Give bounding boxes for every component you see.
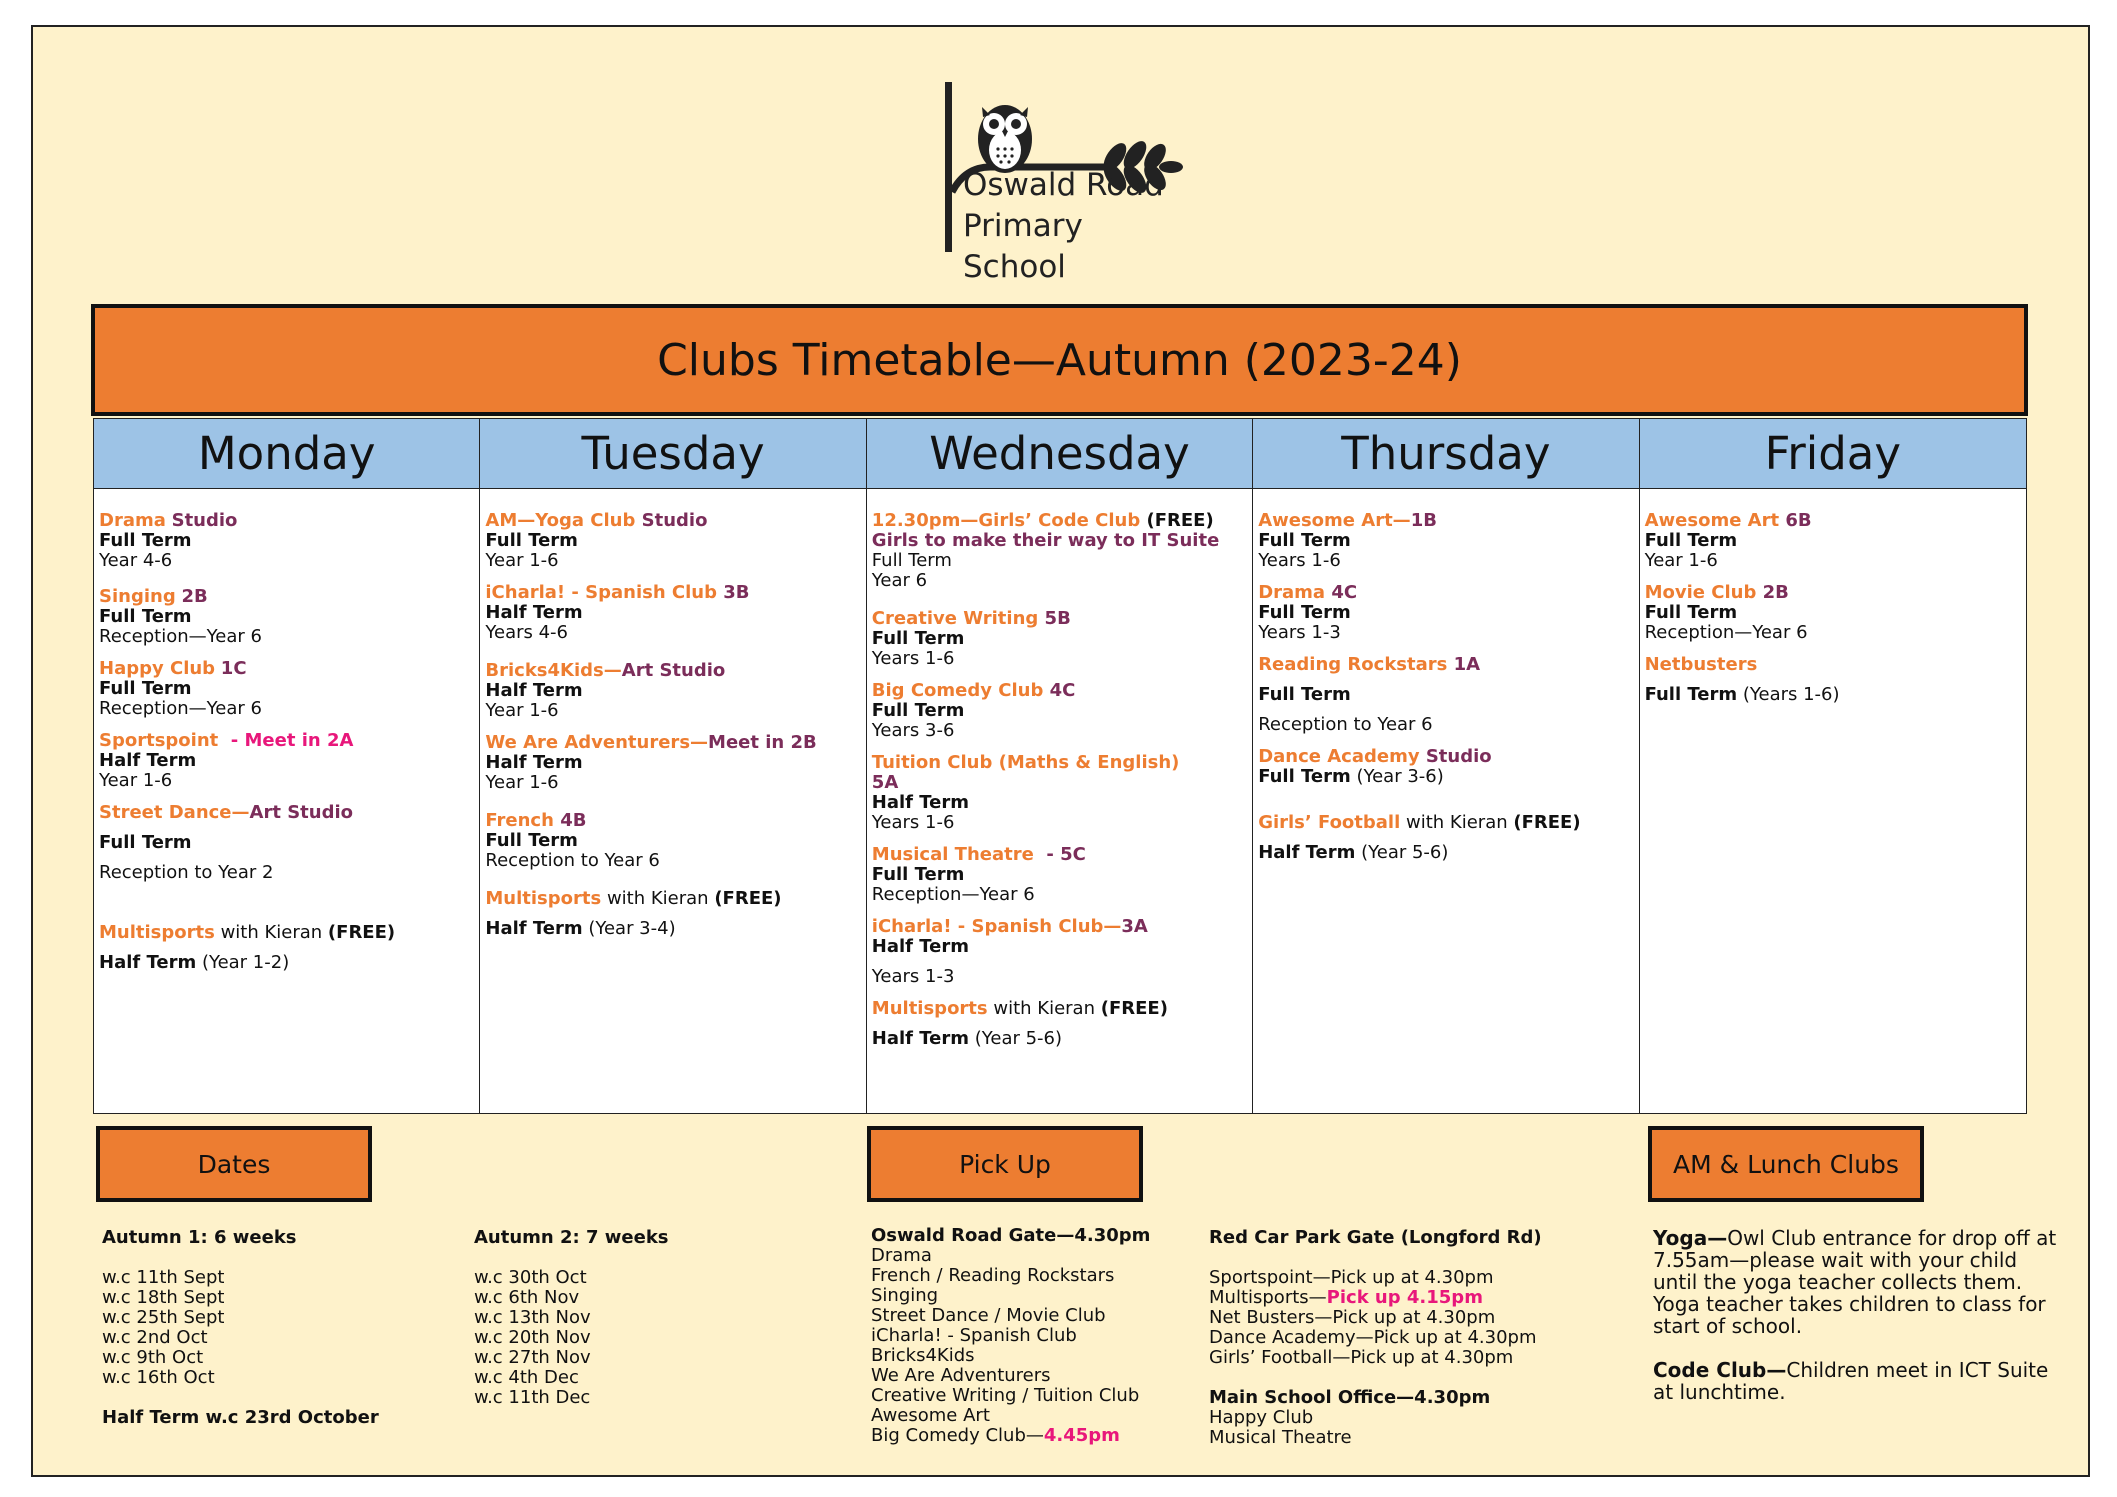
club-term: Half Term (1258, 842, 1356, 863)
club-location: 1C (220, 658, 247, 679)
club-free: (FREE) (1513, 812, 1581, 833)
pickup-club: Awesome Art (871, 1405, 990, 1426)
club-name: Multisports (485, 888, 602, 909)
club-entry (485, 889, 859, 939)
pickup-club: Happy Club (1209, 1407, 1314, 1428)
club-term: Half Term (871, 1028, 970, 1049)
club-free: (FREE) (714, 888, 782, 909)
club-with: with Kieran (1400, 812, 1514, 833)
club-term: Full Term (485, 830, 578, 851)
am-lunch-heading: AM & Lunch Clubs (1648, 1126, 1924, 1202)
day-header-tuesday: Tuesday (480, 419, 865, 489)
club-free: (FREE) (1140, 510, 1214, 531)
club-entry (872, 753, 1246, 833)
club-years: Years 1-6 (871, 648, 955, 669)
club-years: Reception—Year 6 (1644, 622, 1808, 643)
club-free: (FREE) (327, 922, 396, 943)
oswald-gate-pickup (871, 1226, 1150, 1446)
day-header-friday: Friday (1640, 419, 2026, 489)
club-name: Musical Theatre (871, 844, 1034, 865)
club-years: Years 3-6 (871, 720, 955, 741)
title-bar (91, 304, 2028, 416)
club-entry (485, 661, 859, 721)
club-years: Reception to Year 6 (485, 850, 660, 871)
club-location: 4B (553, 810, 587, 831)
pickup-club: iCharla! - Spanish Club (871, 1325, 1077, 1346)
pickup-time-highlight: Pick up 4.15pm (1326, 1287, 1483, 1308)
club-term: Full Term (99, 832, 192, 853)
column-thursday (1253, 419, 1639, 1113)
club-name: Singing (99, 586, 176, 607)
club-name: iCharla! - Spanish Club (485, 582, 717, 603)
club-entry (99, 923, 473, 973)
club-term: Half Term (485, 680, 583, 701)
club-name: Awesome Art (1644, 510, 1780, 531)
club-years: (Year 1-2) (196, 952, 290, 973)
club-years: (Year 3-4) (582, 918, 676, 939)
day-header-wednesday: Wednesday (867, 419, 1252, 489)
club-entry (1258, 655, 1632, 735)
club-name: French (485, 810, 554, 831)
club-note: Girls to make their way to IT Suite (871, 530, 1220, 551)
column-friday (1640, 419, 2026, 1113)
club-years: Years 1-3 (1258, 622, 1341, 643)
school-logo (905, 57, 1195, 285)
club-name: Drama (1258, 582, 1326, 603)
club-years: Year 1-6 (485, 772, 559, 793)
club-name: Awesome Art— (1258, 510, 1411, 531)
week-item: w.c 13th Nov (474, 1307, 591, 1328)
pickup-club: We Are Adventurers (871, 1365, 1051, 1386)
club-years: Year 1-6 (485, 700, 559, 721)
day-header-monday: Monday (94, 419, 479, 489)
club-entry (1645, 655, 2020, 705)
club-location: 4C (1043, 680, 1076, 701)
club-location: Art Studio (621, 660, 726, 681)
week-item: w.c 11th Dec (474, 1387, 591, 1408)
club-name: Multisports (99, 922, 215, 943)
club-location: 2B (181, 586, 208, 607)
oswald-gate-heading: Oswald Road Gate—4.30pm (871, 1225, 1151, 1246)
club-years: Reception—Year 6 (871, 884, 1035, 905)
club-entry (1258, 511, 1632, 571)
club-years: Year 1-6 (99, 770, 173, 791)
club-entry (99, 803, 473, 883)
club-term: Half Term (485, 918, 583, 939)
club-location: Studio (171, 510, 238, 531)
pickup-club: Drama (871, 1245, 932, 1266)
club-location: 1B (1410, 510, 1437, 531)
club-years: Reception to Year 2 (99, 862, 274, 883)
week-item: w.c 9th Oct (102, 1347, 204, 1368)
club-location: 5A (871, 772, 899, 793)
club-name: Dance Academy (1258, 746, 1420, 767)
club-name: Tuition Club (Maths & English) (871, 752, 1180, 773)
club-entry (872, 917, 1246, 987)
club-term: Full Term (871, 628, 965, 649)
day-header-thursday: Thursday (1253, 419, 1638, 489)
week-item: w.c 11th Sept (102, 1267, 225, 1288)
club-location: 6B (1779, 510, 1812, 531)
yoga-text: Owl Club entrance for drop off at 7.55am—please wait with your child until the yoga teacher collects them. (1653, 1226, 2057, 1294)
column-monday (94, 419, 480, 1113)
club-term: Full Term (1258, 602, 1351, 623)
column-tuesday (480, 419, 866, 1113)
club-location: 5B (1038, 608, 1071, 629)
club-with: with Kieran (987, 998, 1101, 1019)
club-term: Half Term (99, 750, 197, 771)
club-entry (99, 659, 473, 719)
timetable-page (31, 25, 2090, 1477)
club-years: Year 6 (871, 570, 928, 591)
club-years: (Year 3-6) (1350, 766, 1444, 787)
club-entry (99, 731, 473, 791)
club-name: Movie Club (1644, 582, 1757, 603)
club-years: Years 4-6 (485, 622, 568, 643)
page-title: Clubs Timetable—Autumn (2023-24) (657, 334, 1462, 386)
autumn1-dates (102, 1228, 379, 1428)
club-entry (99, 511, 473, 571)
club-location: - Meet in 2A (218, 730, 354, 751)
autumn2-dates (474, 1228, 669, 1408)
school-name-line2: Primary School (963, 208, 1083, 285)
club-term: Full Term (871, 700, 965, 721)
club-term: Half Term (99, 952, 197, 973)
club-term: Full Term (485, 530, 578, 551)
am-lunch-info (1653, 1227, 2063, 1403)
pickup-heading: Pick Up (867, 1126, 1143, 1202)
week-item: w.c 4th Dec (474, 1367, 579, 1388)
club-term: Full Term (99, 606, 192, 627)
club-entry (485, 733, 859, 793)
club-term: Full Term (99, 530, 192, 551)
club-term: Full Term (1258, 766, 1351, 787)
club-term: Half Term (485, 602, 583, 623)
club-years: Reception to Year 6 (1258, 714, 1433, 735)
club-location: Studio (635, 510, 708, 531)
pickup-club: Bricks4Kids (871, 1345, 975, 1366)
pickup-club: Singing (871, 1285, 939, 1306)
club-entry (485, 583, 859, 643)
week-item: w.c 27th Nov (474, 1347, 591, 1368)
club-entry (872, 999, 1246, 1049)
timetable-grid (93, 418, 2027, 1114)
club-location: 3B (717, 582, 750, 603)
club-location: Meet in 2B (708, 732, 817, 753)
club-location: 3A (1121, 916, 1148, 937)
autumn1-heading: Autumn 1: 6 weeks (102, 1227, 297, 1248)
club-entry (872, 609, 1246, 669)
club-entry (485, 511, 859, 571)
red-car-park-heading: Red Car Park Gate (Longford Rd) (1209, 1227, 1542, 1248)
club-name: We Are Adventurers— (485, 732, 709, 753)
dates-heading: Dates (96, 1126, 372, 1202)
club-years: Year 1-6 (485, 550, 559, 571)
club-name: Girls’ Football (1258, 812, 1401, 833)
club-name: Happy Club (99, 658, 216, 679)
club-with: with Kieran (601, 888, 715, 909)
column-wednesday (867, 419, 1253, 1113)
club-name: Drama (99, 510, 166, 531)
red-car-park-pickup (1209, 1228, 1542, 1448)
pickup-line: Multisports— (1209, 1287, 1327, 1308)
pickup-line: Net Busters—Pick up at 4.30pm (1209, 1307, 1496, 1328)
club-years: Reception—Year 6 (99, 626, 262, 647)
club-location: - 5C (1033, 844, 1086, 865)
club-years: Years 1-6 (871, 812, 955, 833)
club-name: Street Dance— (99, 802, 250, 823)
club-term: Half Term (485, 752, 583, 773)
club-years: (Year 5-6) (1355, 842, 1449, 863)
pickup-time-highlight: 4.45pm (1043, 1425, 1120, 1446)
pickup-line: Sportspoint—Pick up at 4.30pm (1209, 1267, 1494, 1288)
club-years: (Years 1-6) (1737, 684, 1840, 705)
main-office-heading: Main School Office—4.30pm (1209, 1387, 1491, 1408)
school-name-line1: Oswald Road (963, 167, 1164, 203)
club-location: 4C (1325, 582, 1358, 603)
school-name (963, 165, 1195, 288)
club-entry (872, 511, 1246, 591)
club-location: 2B (1756, 582, 1789, 603)
pickup-club: Creative Writing / Tuition Club (871, 1385, 1140, 1406)
week-item: w.c 20th Nov (474, 1327, 591, 1348)
half-term-note: Half Term w.c 23rd October (102, 1407, 379, 1428)
club-years: (Year 5-6) (969, 1028, 1063, 1049)
pickup-club: Musical Theatre (1209, 1427, 1352, 1448)
club-entry (872, 845, 1246, 905)
pickup-line: Dance Academy—Pick up at 4.30pm (1209, 1327, 1537, 1348)
autumn2-heading: Autumn 2: 7 weeks (474, 1227, 669, 1248)
club-entry (1258, 747, 1632, 787)
week-item: w.c 30th Oct (474, 1267, 587, 1288)
pickup-club: Street Dance / Movie Club (871, 1305, 1106, 1326)
club-term: Full Term (1644, 684, 1738, 705)
week-item: w.c 2nd Oct (102, 1327, 208, 1348)
week-item: w.c 25th Sept (102, 1307, 225, 1328)
club-name: 12.30pm—Girls’ Code Club (871, 510, 1141, 531)
code-club-label: Code Club— (1653, 1358, 1787, 1382)
week-item: w.c 6th Nov (474, 1287, 580, 1308)
club-term: Full Term (1644, 530, 1738, 551)
club-name: Netbusters (1644, 654, 1758, 675)
club-entry (1645, 583, 2020, 643)
club-term: Full Term (871, 550, 952, 571)
club-name: Multisports (871, 998, 988, 1019)
club-free: (FREE) (1100, 998, 1168, 1019)
pickup-line: Girls’ Football—Pick up at 4.30pm (1209, 1347, 1514, 1368)
club-entry (1645, 511, 2020, 571)
club-entry (99, 587, 473, 647)
club-name: Reading Rockstars (1258, 654, 1448, 675)
club-years: Years 1-3 (871, 966, 955, 987)
pickup-club: French / Reading Rockstars (871, 1265, 1115, 1286)
club-name: AM—Yoga Club (485, 510, 636, 531)
club-location: Art Studio (249, 802, 353, 823)
club-entry (1258, 583, 1632, 643)
club-term: Full Term (1258, 530, 1351, 551)
club-name: iCharla! - Spanish Club— (871, 916, 1122, 937)
club-location: Studio (1419, 746, 1492, 767)
club-term: Half Term (871, 792, 970, 813)
club-with: with Kieran (214, 922, 328, 943)
club-term: Full Term (1644, 602, 1738, 623)
pickup-club: Big Comedy Club— (871, 1425, 1044, 1446)
club-term: Full Term (871, 864, 965, 885)
club-location: 1A (1447, 654, 1481, 675)
club-name: Big Comedy Club (871, 680, 1044, 701)
club-entry (1258, 813, 1632, 863)
club-years: Reception—Year 6 (99, 698, 262, 719)
club-years: Year 4-6 (99, 550, 173, 571)
code-club-text: Children meet in ICT Suite at lunchtime. (1653, 1358, 2049, 1404)
week-item: w.c 18th Sept (102, 1287, 225, 1308)
club-entry (485, 811, 859, 871)
club-name: Creative Writing (871, 608, 1039, 629)
club-term: Half Term (871, 936, 970, 957)
club-years: Year 1-6 (1644, 550, 1718, 571)
yoga-label: Yoga— (1653, 1226, 1728, 1250)
club-name: Bricks4Kids— (485, 660, 622, 681)
club-entry (872, 681, 1246, 741)
week-item: w.c 16th Oct (102, 1367, 215, 1388)
yoga-text-2: Yoga teacher takes children to class for start of school. (1653, 1292, 2046, 1338)
club-name: Sportspoint (99, 730, 219, 751)
club-term: Full Term (99, 678, 192, 699)
club-term: Full Term (1258, 684, 1351, 705)
club-years: Years 1-6 (1258, 550, 1341, 571)
